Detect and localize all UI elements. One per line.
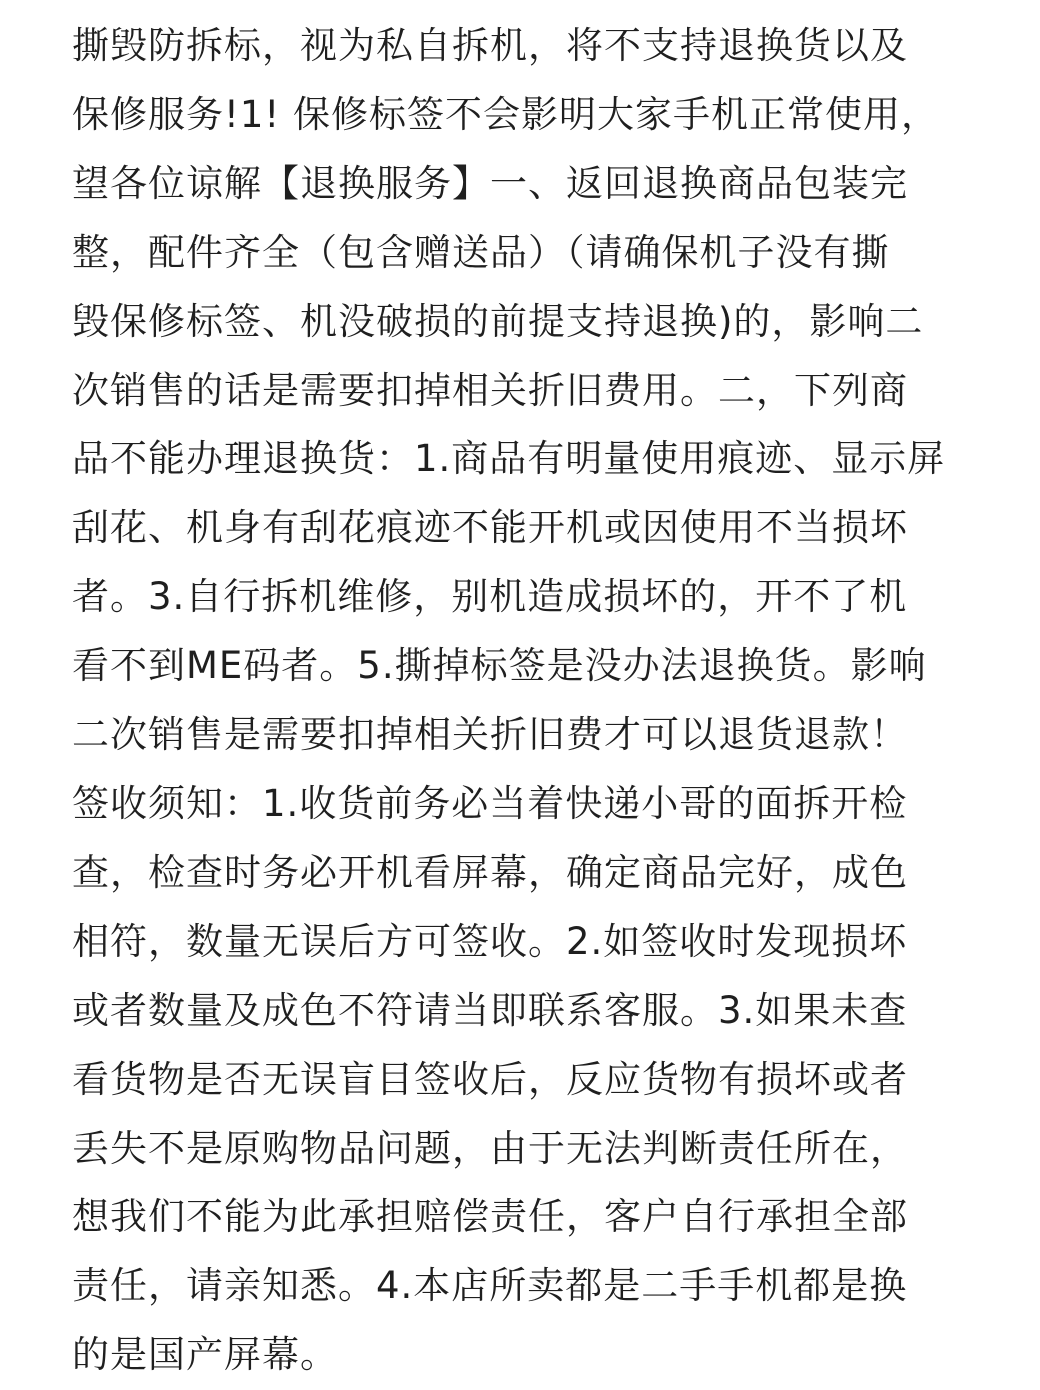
text-line: 看货物是否无误盲目签收后，反应货物有损坏或者 <box>72 1057 908 1101</box>
text-line: 整，配件齐全（包含赠送品）（请确保机子没有撕 <box>72 230 890 274</box>
text-line: 保修服务!1! 保修标签不会影明大家手机正常使用， <box>72 92 939 136</box>
text-line: 次销售的话是需要扣掉相关折旧费用。二，下列商 <box>72 368 908 412</box>
text-line: 品不能办理退换货：1.商品有明量使用痕迹、显示屏 <box>72 437 946 481</box>
text-line: 想我们不能为此承担赔偿责任，客户自行承担全部 <box>72 1195 908 1239</box>
text-line: 毁保修标签、机没破损的前提支持退换)的，影响二 <box>72 299 924 343</box>
text-line: 的是国产屏幕。 <box>72 1333 338 1377</box>
text-line: 签收须知：1.收货前务必当着快递小哥的面拆开检 <box>72 781 908 825</box>
text-line: 刮花、机身有刮花痕迹不能开机或因使用不当损坏 <box>72 506 908 550</box>
text-line: 撕毁防拆标，视为私自拆机，将不支持退换货以及 <box>72 24 908 67</box>
text-line: 二次销售是需要扣掉相关折旧费才可以退货退款！ <box>72 713 908 757</box>
policy-text-block <box>72 12 1012 1390</box>
text-line: 望各位谅解【退换服务】一、返回退换商品包装完 <box>72 161 908 205</box>
text-line: 相符，数量无误后方可签收。2.如签收时发现损坏 <box>72 919 908 963</box>
text-line: 责任，请亲知悉。4.本店所卖都是二手手机都是换 <box>72 1264 908 1308</box>
text-line: 查，检查时务必开机看屏幕，确定商品完好，成色 <box>72 850 908 894</box>
text-line: 丢失不是原购物品问题，由于无法判断责任所在， <box>72 1126 908 1170</box>
text-line: 或者数量及成色不符请当即联系客服。3.如果未查 <box>72 988 908 1032</box>
text-line: 者。3.自行拆机维修，别机造成损坏的，开不了机 <box>72 575 908 619</box>
text-line: 看不到ME码者。5.撕掉标签是没办法退换货。影响 <box>72 644 927 688</box>
